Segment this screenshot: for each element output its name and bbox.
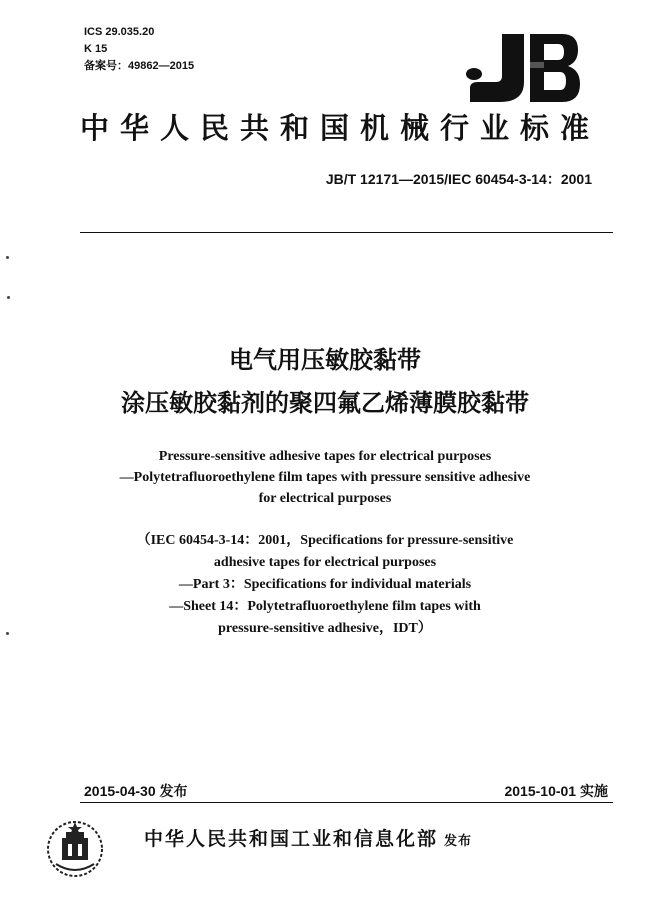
title-en [0,446,650,509]
standard-number: JB/T 12171—2015/IEC 60454-3-14：2001 [325,171,592,187]
class-code: K 15 [84,43,108,55]
jb-logo-letter-j [470,34,524,102]
iec-reference-line5: pressure-sensitive adhesive，IDT） [218,621,432,636]
standard-category-title: 中华人民共和国机械行业标准 [80,111,601,145]
metadata-block [84,24,194,75]
scan-speck [6,632,9,635]
implementation-date: 2015-10-01 实施 [504,783,608,799]
iec-reference-line1: （IEC 60454-3-14：2001，Specifications for pressure-sensitive [136,533,514,548]
title-en-line1: Pressure-sensitive adhesive tapes for electrical purposes [158,449,492,464]
bottom-divider [80,802,613,803]
jb-logo [462,30,582,106]
national-emblem-icon [44,818,106,880]
iec-reference-line2: adhesive tapes for electrical purposes [213,555,437,570]
scan-speck [6,256,9,259]
title-en-line3: for electrical purposes [258,491,392,506]
publisher [144,824,472,851]
publisher-name: 中华人民共和国工业和信息化部 [144,828,439,850]
record-number: 备案号：49862—2015 [84,60,195,72]
scan-speck [7,296,10,299]
iec-reference [0,530,650,640]
ics-code: ICS 29.035.20 [84,26,155,38]
title-zh-line1: 电气用压敏胶黏带 [229,346,421,374]
title-zh-line2: 涂压敏胶黏剂的聚四氟乙烯薄膜胶黏带 [121,389,529,417]
iec-reference-line3: —Part 3：Specifications for individual materials [178,577,472,592]
iec-reference-line4: —Sheet 14：Polytetrafluoroethylene film tapes with [169,599,481,614]
top-divider [80,232,613,233]
title-en-line2: —Polytetrafluoroethylene film tapes with pressure sensitive adhesive [119,470,531,485]
publish-date: 2015-04-30 发布 [84,783,188,799]
publisher-suffix: 发布 [444,834,473,849]
